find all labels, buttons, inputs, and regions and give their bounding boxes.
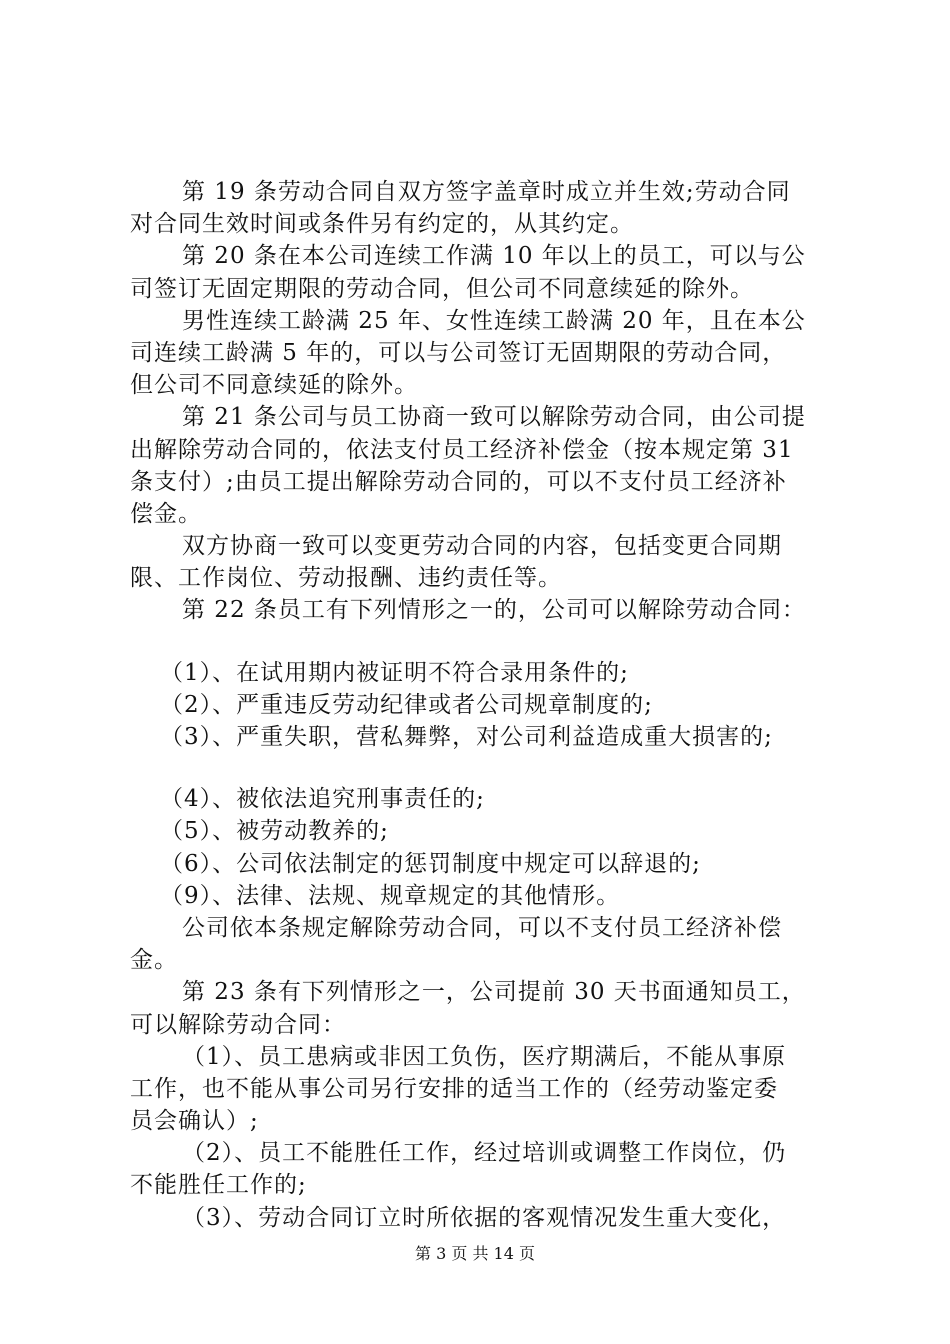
paragraph-line: 司连续工龄满 5 年的，可以与公司签订无固期限的劳动合同， — [130, 339, 787, 366]
paragraph-line: 司签订无固定期限的劳动合同，但公司不同意续延的除外。 — [130, 275, 754, 302]
paragraph-line: （2）、员工不能胜任工作，经过培训或调整工作岗位，仍 — [182, 1140, 787, 1167]
list-item: （1）、在试用期内被证明不符合录用条件的; — [160, 659, 629, 686]
paragraph-line: 但公司不同意续延的除外。 — [130, 372, 418, 399]
paragraph-line: 条支付）;由员工提出解除劳动合同的，可以不支付员工经济补 — [130, 468, 787, 495]
paragraph-line: 金。 — [130, 947, 178, 974]
paragraph-line: 第 22 条员工有下列情形之一的，公司可以解除劳动合同： — [182, 597, 806, 624]
paragraph-line: 第 20 条在本公司连续工作满 10 年以上的员工，可以与公 — [182, 243, 806, 270]
list-item: （4）、被依法追究刑事责任的; — [160, 786, 485, 813]
paragraph-line: （3）、劳动合同订立时所依据的客观情况发生重大变化， — [182, 1204, 787, 1231]
paragraph-line: 员会确认）; — [130, 1108, 259, 1135]
paragraph-line: 限、工作岗位、劳动报酬、违约责任等。 — [130, 565, 562, 592]
spacer — [130, 753, 830, 783]
paragraph-line: 可以解除劳动合同： — [130, 1011, 346, 1038]
list-item: （3）、严重失职，营私舞弊，对公司利益造成重大损害的; — [160, 724, 773, 750]
page-number-footer: 第 3 页 共 14 页 — [415, 1244, 535, 1263]
paragraph-line: 工作，也不能从事公司另行安排的适当工作的（经劳动鉴定委 — [130, 1075, 778, 1102]
paragraph-line: 公司依本条规定解除劳动合同，可以不支付员工经济补偿 — [182, 914, 782, 941]
paragraph-line: 偿金。 — [130, 500, 202, 527]
paragraph-line: 第 21 条公司与员工协商一致可以解除劳动合同，由公司提 — [182, 404, 806, 431]
paragraph-line: 出解除劳动合同的，依法支付员工经济补偿金（按本规定第 31 — [130, 436, 794, 463]
list-item: （2）、严重违反劳动纪律或者公司规章制度的; — [160, 691, 653, 718]
paragraph-line: 男性连续工龄满 25 年、女性连续工龄满 20 年，且在本公 — [182, 307, 806, 334]
list-item: （5）、被劳动教养的; — [160, 818, 389, 845]
paragraph-line: 第 23 条有下列情形之一，公司提前 30 天书面通知员工， — [182, 979, 806, 1006]
paragraph-line: （1）、员工患病或非因工负伤，医疗期满后，不能从事原 — [182, 1043, 787, 1070]
paragraph-line: 第 19 条劳动合同自双方签字盖章时成立并生效;劳动合同 — [182, 179, 791, 205]
document-body — [130, 176, 830, 1234]
paragraph-line: 不能胜任工作的; — [130, 1172, 307, 1199]
list-item: （9）、法律、法规、规章规定的其他情形。 — [160, 882, 621, 909]
list-item: （6）、公司依法制定的惩罚制度中规定可以辞退的; — [160, 850, 701, 877]
paragraph-line: 对合同生效时间或条件另有约定的，从其约定。 — [130, 211, 634, 238]
spacer — [130, 627, 830, 657]
paragraph-line: 双方协商一致可以变更劳动合同的内容，包括变更合同期 — [182, 533, 782, 560]
